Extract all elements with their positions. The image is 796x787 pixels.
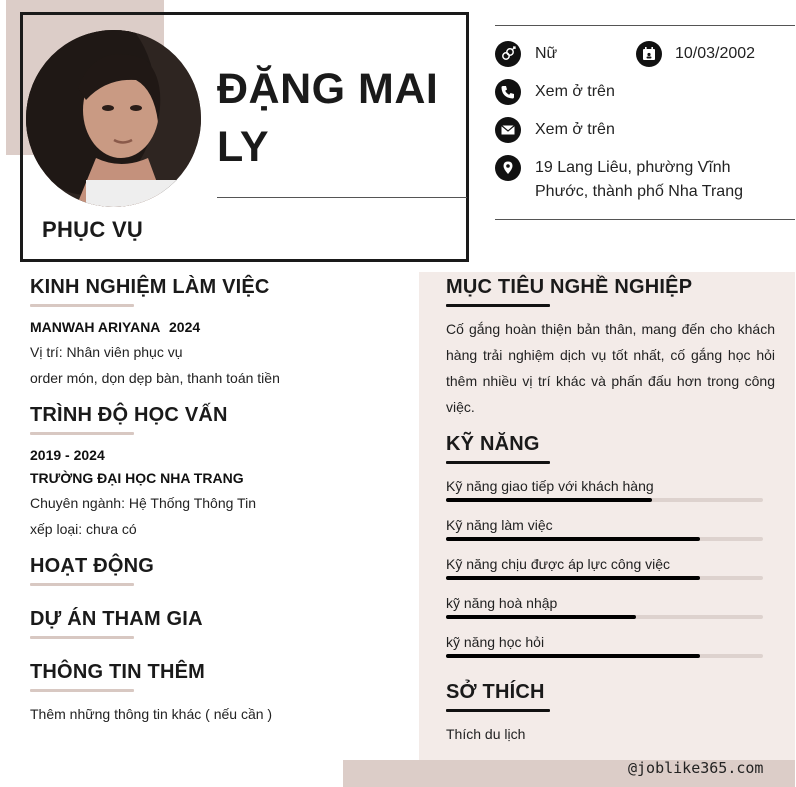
skill-bar-fill — [446, 654, 700, 658]
skill-label: Kỹ năng giao tiếp với khách hàng — [446, 478, 654, 494]
hobbies-text: Thích du lịch — [446, 726, 526, 742]
education-school: TRƯỜNG ĐẠI HỌC NHA TRANG — [30, 470, 244, 486]
email-icon — [495, 117, 521, 143]
experience-position: Vị trí: Nhân viên phục vụ — [30, 344, 183, 360]
skill-label: Kỹ năng làm việc — [446, 517, 553, 533]
projects-title: DỰ ÁN THAM GIA — [30, 608, 203, 630]
education-title: TRÌNH ĐỘ HỌC VẤN — [30, 404, 228, 426]
skills-title: KỸ NĂNG — [446, 433, 540, 455]
skill-bar-track — [446, 615, 763, 619]
candidate-name: ĐẶNG MAI LY — [217, 65, 439, 171]
skill-bar-fill — [446, 537, 700, 541]
objective-underline — [446, 304, 550, 307]
activities-title: HOẠT ĐỘNG — [30, 555, 155, 577]
experience-company: MANWAH ARIYANA — [30, 319, 161, 335]
experience-year: 2024 — [169, 319, 201, 335]
more-info-title: THÔNG TIN THÊM — [30, 661, 206, 683]
birthday-value: 10/03/2002 — [675, 45, 756, 62]
skill-bar-track — [446, 498, 763, 502]
location-icon — [495, 155, 521, 181]
skill-bar-fill — [446, 498, 652, 502]
watermark: @joblike365.com — [628, 759, 764, 777]
contact-divider-bottom — [495, 219, 795, 220]
objective-text: Cố gắng hoàn thiện bản thân, mang đến cho khách hàng trải nghiệm dịch vụ tốt nhất, cố gắng học hỏi thêm nhiều vị trí khác và phấn đấu hơn trong công việc. — [446, 321, 775, 415]
skill-bar-fill — [446, 615, 636, 619]
job-title: PHỤC VỤ — [42, 217, 144, 242]
calendar-icon — [636, 41, 662, 67]
phone-value: Xem ở trên — [535, 83, 615, 100]
education-underline — [30, 432, 134, 435]
address-value: 19 Lang Liêu, phường Vĩnh Phước, thành phố Nha Trang — [535, 159, 743, 200]
experience-title: KINH NGHIỆM LÀM VIỆC — [30, 276, 270, 298]
skills-underline — [446, 461, 550, 464]
skill-label: Kỹ năng chịu được áp lực công việc — [446, 556, 671, 572]
education-major: Chuyên ngành: Hệ Thống Thông Tin — [30, 495, 256, 511]
experience-underline — [30, 304, 134, 307]
skill-bar-fill — [446, 576, 700, 580]
more-info-underline — [30, 689, 134, 692]
hobbies-underline — [446, 709, 550, 712]
activities-underline — [30, 583, 134, 586]
skill-bar-track — [446, 576, 763, 580]
hobbies-title: SỞ THÍCH — [446, 681, 545, 703]
name-divider — [217, 197, 467, 198]
objective-title: MỤC TIÊU NGHỀ NGHIỆP — [446, 276, 693, 298]
experience-duties: order món, dọn dẹp bàn, thanh toán tiền — [30, 370, 280, 386]
email-value: Xem ở trên — [535, 121, 615, 138]
skill-label: kỹ năng học hỏi — [446, 634, 545, 650]
phone-icon — [495, 79, 521, 105]
skill-bar-track — [446, 537, 763, 541]
skill-bar-track — [446, 654, 763, 658]
gender-icon — [495, 41, 521, 67]
avatar — [26, 30, 201, 207]
more-info-text: Thêm những thông tin khác ( nếu cần ) — [30, 706, 273, 722]
projects-underline — [30, 636, 134, 639]
skill-label: kỹ năng hoà nhập — [446, 595, 558, 611]
gender-value: Nữ — [535, 45, 558, 62]
contact-divider-top — [495, 25, 795, 26]
education-grade: xếp loại: chưa có — [30, 521, 137, 537]
education-period: 2019 - 2024 — [30, 447, 105, 463]
profile-photo — [26, 30, 201, 207]
